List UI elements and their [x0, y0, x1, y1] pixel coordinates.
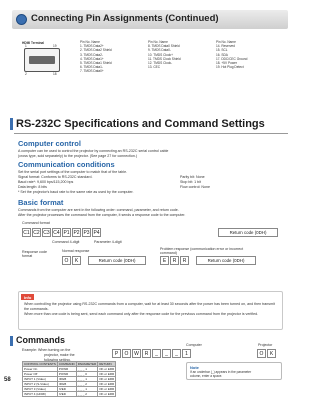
example-line: Example: When turning on the	[22, 348, 71, 352]
problem-response-label: Problem response (communication error or incorrect command)	[160, 247, 244, 256]
page-number: 58	[4, 377, 11, 383]
note-line: column, enter a space.	[190, 374, 223, 378]
table-cell: IVED	[57, 392, 76, 397]
table-cell: Power On	[23, 367, 58, 372]
pin-row: 15. SCL	[216, 48, 228, 53]
table-cell: IVED	[57, 387, 76, 392]
body-line: After the projector processes the command from the computer, it sends a response code to the computer.	[18, 212, 186, 217]
pin-row: 5. TMDS Data1 Shield	[80, 61, 112, 66]
table-header: PARAMETER	[77, 362, 97, 366]
command-table	[22, 361, 116, 397]
param-box: P3	[83, 229, 90, 236]
pin-row: 7. TMDS Data0+	[80, 69, 104, 74]
table-cell: IRGB	[57, 377, 76, 382]
cmd-box: C3	[43, 229, 50, 236]
body-line: Commands from the computer are sent in the following order: command, parameter, and return code.	[18, 208, 179, 212]
basic-format-text	[18, 208, 185, 218]
table-cell: INPUT 4 (HDMI)	[23, 392, 58, 397]
spec-line: Signal format: Conforms to RS-232C standard.	[18, 175, 93, 179]
table-cell: INPUT 1 (Video)	[23, 377, 58, 382]
basic-format-heading: Basic format	[18, 198, 64, 207]
hdmi-pin-1: 1	[25, 44, 27, 48]
table-cell: OK or ERR	[99, 382, 115, 386]
resp-box: K	[267, 349, 276, 358]
table-row	[23, 392, 116, 397]
table-cell: Power Off	[23, 372, 58, 377]
command-sequence	[112, 349, 191, 358]
pin-row: Pin No. Name	[216, 40, 236, 44]
pin-row: 13. CEC	[148, 65, 161, 70]
example-line: projector, make the	[44, 352, 75, 357]
hdmi-pin-18: 18	[53, 72, 57, 76]
spec-line: Stop bit: 1 bit	[180, 179, 201, 184]
table-cell: OK or ERR	[99, 367, 115, 371]
table-cell: INPUT 3 (Video)	[23, 387, 58, 392]
table-cell: OK or ERR	[99, 377, 115, 381]
table-cell: _ _ _ 0	[76, 372, 97, 377]
param-box: P4	[93, 229, 100, 236]
pin-row: 2. TMDS Data2 Shield	[80, 48, 112, 53]
seq-box: _	[162, 349, 171, 358]
cmd-box: C4	[53, 229, 60, 236]
table-cell: OK or ERR	[99, 387, 115, 391]
parameter-digit-label: Parameter 4-digit	[94, 240, 122, 244]
pin-row: Pin No. Name	[80, 40, 100, 44]
note-text	[190, 370, 251, 378]
spec-line: Data length: 8 bits	[18, 184, 47, 189]
seq-box: _	[152, 349, 161, 358]
resp-box: O	[257, 349, 266, 358]
seq-box: P	[112, 349, 121, 358]
normal-response-label: Normal response	[62, 249, 90, 253]
cmd-box: C2	[33, 229, 40, 236]
spec-line: Flow control: None	[180, 184, 210, 189]
table-cell: _ _ _ 2	[76, 382, 97, 387]
hdmi-label: HDMI Terminal	[22, 41, 45, 45]
table-cell: OK or ERR	[99, 372, 115, 376]
param-box: P1	[63, 229, 70, 236]
pin-row: 12. TMDS Clock-	[148, 61, 173, 66]
pin-row: 8. TMDS Data0 Shield	[148, 44, 180, 49]
command-response	[257, 349, 276, 358]
param-box: P2	[73, 229, 80, 236]
communication-right	[180, 175, 210, 189]
section-bullet-icon	[16, 14, 27, 25]
spec-line: Baud rate*: 9,600 bps/115,200 bps	[18, 179, 74, 184]
pin-row: 19. Hot Plug Detect	[216, 65, 244, 70]
table-header: COMMAND	[58, 362, 75, 366]
table-header-row	[23, 362, 116, 367]
table-cell: OK or ERR	[99, 392, 115, 396]
table-header: RETURN	[98, 362, 116, 367]
err-box: R	[170, 256, 179, 265]
spec-line: Parity bit: None	[180, 175, 205, 179]
title-accent-bar	[10, 118, 13, 130]
info-bullet: When controlling the projector using RS-232C commands from a computer, wait for at least 30 seconds after the power has been turned on, and then transmit the commands.	[24, 302, 275, 311]
communication-heading: Communication conditions	[18, 160, 115, 169]
pin-row: 18. +5V Power	[216, 61, 237, 66]
body-line: (cross type, sold separately) to the projector. (See page 27 for connection.)	[18, 153, 138, 158]
pin-row: 4. TMDS Data1+	[80, 56, 104, 61]
communication-intro: Set the serial port settings of the computer to match that of the table.	[18, 170, 128, 174]
pin-row: 3. TMDS Data2-	[80, 52, 103, 57]
seq-box: W	[132, 349, 141, 358]
hdmi-connector-icon	[24, 48, 60, 72]
seq-box: R	[142, 349, 151, 358]
table-cell: _ _ _ 1	[76, 367, 97, 372]
computer-control-heading: Computer control	[18, 139, 81, 148]
pin-row: 17. DDC/CEC Ground	[216, 56, 248, 61]
example-line: following setting.	[44, 357, 71, 362]
err-box: R	[180, 256, 189, 265]
table-cell: _ _ _ 1	[76, 377, 97, 382]
table-header: CONTROL CONTENTS	[24, 362, 56, 366]
seq-box: O	[122, 349, 131, 358]
info-tag: Info	[21, 294, 34, 300]
pin-row: 9. TMDS Data0-	[148, 48, 171, 53]
baud-note: * Set the projector's baud rate to the same rate as used by the computer.	[18, 190, 134, 194]
pin-row: 16. SDA	[216, 52, 228, 57]
section-header-title: Connecting Pin Assignments (Continued)	[31, 13, 219, 24]
hdmi-pin-2: 2	[25, 72, 27, 76]
normal-return-code-box: Return code (0DH)	[88, 256, 146, 265]
commands-heading: Commands	[16, 335, 66, 345]
table-cell: _ _ _ 2	[76, 392, 97, 397]
pin-row: Pin No. Name	[148, 40, 168, 44]
table-cell: INPUT 2 (S-Video)	[23, 382, 58, 387]
pin-row: 6. TMDS Data1-	[80, 65, 103, 70]
projector-label: Projector	[258, 343, 273, 347]
commands-accent-bar	[10, 336, 13, 346]
page-title: RS-232C Specifications and Command Settings	[16, 118, 265, 130]
info-bullets	[24, 302, 276, 317]
response-format-label: Response code format	[22, 250, 47, 259]
pin-row: 1. TMDS Data2+	[80, 44, 104, 49]
cmd-box: C1	[23, 229, 30, 236]
problem-return-code-box: Return code (0DH)	[196, 256, 256, 265]
hdmi-pin-col-1	[80, 40, 112, 74]
command-format-boxes	[22, 228, 101, 237]
body-line: A computer can be used to control the projector by connecting an RS-232C serial control cable	[18, 149, 169, 153]
command-format-label: Command format	[22, 221, 50, 225]
table-cell: _ _ _ 1	[76, 387, 97, 392]
table-cell: POWR	[57, 367, 76, 372]
ok-box: K	[72, 256, 81, 265]
ok-box: O	[62, 256, 71, 265]
table-cell: IRGB	[57, 382, 76, 387]
hdmi-pin-col-2	[148, 40, 181, 69]
return-code-box: Return code (0DH)	[218, 228, 278, 237]
ok-boxes	[62, 256, 81, 265]
table-cell: POWR	[57, 372, 76, 377]
seq-box: _	[172, 349, 181, 358]
note-line: If an underbar (_) appears in the parameter	[190, 370, 252, 374]
hdmi-pin-col-3	[216, 40, 247, 69]
title-rule	[14, 133, 288, 134]
err-boxes	[160, 256, 189, 265]
note-title: Note	[190, 365, 199, 370]
computer-control-text	[18, 149, 168, 159]
info-bullet: When more than one code is being sent, send each command only after the response code for the previous command from the projector is verified.	[24, 312, 259, 317]
command-digit-label: Command 4-digit	[52, 240, 80, 244]
communication-left	[18, 175, 93, 189]
pin-row: 10. TMDS Clock+	[148, 52, 174, 57]
seq-box: 1	[182, 349, 191, 358]
note-box	[186, 362, 282, 380]
err-box: E	[160, 256, 169, 265]
pin-row: 14. Reserved	[216, 44, 235, 49]
pin-row: 11. TMDS Clock Shield	[148, 56, 181, 61]
computer-label: Computer	[186, 343, 202, 347]
hdmi-pin-19: 19	[53, 44, 57, 48]
